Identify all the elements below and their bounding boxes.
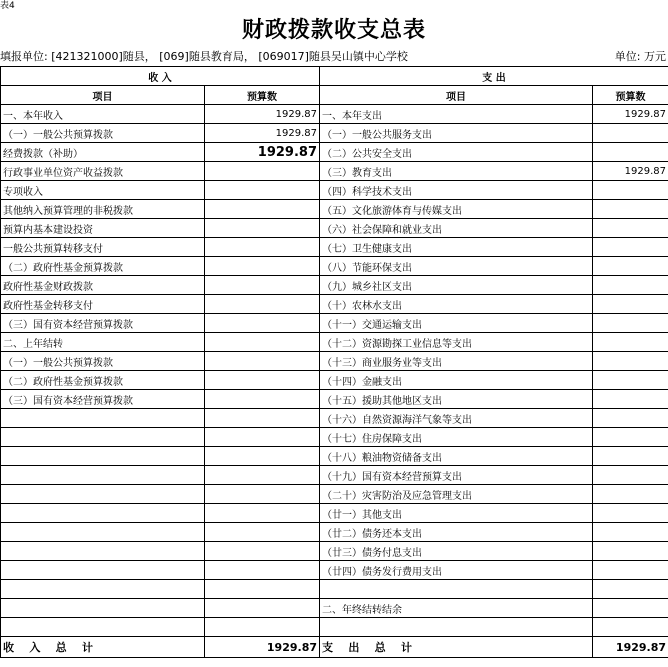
expense-item: 一、本年支出 <box>320 105 593 124</box>
expense-item <box>320 580 593 599</box>
income-value <box>205 447 320 466</box>
income-budget-header: 预算数 <box>205 86 320 105</box>
income-value <box>205 181 320 200</box>
income-item: 政府性基金转移支付 <box>1 295 205 314</box>
expense-value <box>593 428 668 447</box>
currency-unit: 单位: 万元 <box>614 50 666 63</box>
income-value <box>205 580 320 599</box>
expense-value <box>593 352 668 371</box>
income-item <box>1 466 205 485</box>
expense-value <box>593 580 668 599</box>
table-row <box>1 371 668 390</box>
expense-header: 支 出 <box>320 67 668 86</box>
expense-item <box>320 618 593 637</box>
table-row <box>1 618 668 637</box>
table-row <box>1 561 668 580</box>
income-value <box>205 390 320 409</box>
expense-value <box>593 238 668 257</box>
income-item: 一、本年收入 <box>1 105 205 124</box>
table-row <box>1 580 668 599</box>
expense-value <box>593 257 668 276</box>
expense-item: （十三）商业服务业等支出 <box>320 352 593 371</box>
income-item <box>1 561 205 580</box>
income-item <box>1 618 205 637</box>
table-row <box>1 200 668 219</box>
expense-item: （廿二）债务还本支出 <box>320 523 593 542</box>
table-row <box>1 181 668 200</box>
expense-item-header: 项目 <box>320 86 593 105</box>
table-row <box>1 466 668 485</box>
expense-item: （二十）灾害防治及应急管理支出 <box>320 485 593 504</box>
expense-value <box>593 542 668 561</box>
expense-item: （廿一）其他支出 <box>320 504 593 523</box>
table-row <box>1 276 668 295</box>
table-row <box>1 409 668 428</box>
table-row <box>1 238 668 257</box>
expense-value <box>593 523 668 542</box>
expense-value <box>593 409 668 428</box>
income-item: 二、上年结转 <box>1 333 205 352</box>
income-item <box>1 523 205 542</box>
expense-value <box>593 219 668 238</box>
expense-item: （十七）住房保障支出 <box>320 428 593 447</box>
income-value: 1929.87 <box>205 143 320 162</box>
expense-value <box>593 390 668 409</box>
expense-item: （十四）金融支出 <box>320 371 593 390</box>
income-value <box>205 618 320 637</box>
expense-value <box>593 333 668 352</box>
expense-value <box>593 371 668 390</box>
expense-item: （八）节能环保支出 <box>320 257 593 276</box>
table-row <box>1 485 668 504</box>
income-value: 1929.87 <box>205 124 320 143</box>
income-value <box>205 200 320 219</box>
income-value <box>205 485 320 504</box>
income-item: 行政事业单位资产收益拨款 <box>1 162 205 181</box>
income-value <box>205 561 320 580</box>
section-header-row <box>1 67 668 86</box>
column-header-row <box>1 86 668 105</box>
expense-item: 二、年终结转结余 <box>320 599 593 618</box>
expense-value <box>593 295 668 314</box>
income-item: 经费拨款（补助） <box>1 143 205 162</box>
income-value <box>205 352 320 371</box>
income-total-value: 1929.87 <box>205 637 320 658</box>
expense-item: （三）教育支出 <box>320 162 593 181</box>
expense-value <box>593 200 668 219</box>
income-value <box>205 276 320 295</box>
income-value <box>205 523 320 542</box>
income-value <box>205 219 320 238</box>
table-row <box>1 105 668 124</box>
income-value <box>205 504 320 523</box>
table-row <box>1 257 668 276</box>
income-header: 收 入 <box>1 67 320 86</box>
page-title: 财政拨款收支总表 <box>241 17 426 43</box>
expense-total-value: 1929.87 <box>593 637 668 658</box>
sheet-tag: 表4 <box>0 1 15 11</box>
income-item <box>1 542 205 561</box>
expense-item: （二）公共安全支出 <box>320 143 593 162</box>
income-item <box>1 485 205 504</box>
income-item <box>1 447 205 466</box>
expense-value <box>593 143 668 162</box>
expense-value: 1929.87 <box>593 162 668 181</box>
table-row <box>1 314 668 333</box>
income-value <box>205 599 320 618</box>
income-item: （一）一般公共预算拨款 <box>1 352 205 371</box>
reporting-unit: 填报单位: [421321000]随县， [069]随县教育局， [069017]随县吴山镇中心学校 <box>0 50 408 63</box>
income-value <box>205 238 320 257</box>
table-row <box>1 219 668 238</box>
income-item <box>1 409 205 428</box>
income-value <box>205 162 320 181</box>
budget-table <box>0 66 668 658</box>
expense-value <box>593 618 668 637</box>
expense-item: （十八）粮油物资储备支出 <box>320 447 593 466</box>
expense-item: （十六）自然资源海洋气象等支出 <box>320 409 593 428</box>
table-row <box>1 523 668 542</box>
income-value <box>205 428 320 447</box>
income-value <box>205 295 320 314</box>
table-row <box>1 504 668 523</box>
table-row <box>1 143 668 162</box>
expense-value <box>593 485 668 504</box>
table-row <box>1 390 668 409</box>
table-row <box>1 162 668 181</box>
income-value <box>205 314 320 333</box>
income-value <box>205 333 320 352</box>
expense-item: （十五）援助其他地区支出 <box>320 390 593 409</box>
totals-row <box>1 637 668 658</box>
income-item <box>1 599 205 618</box>
expense-value <box>593 276 668 295</box>
expense-item: （十二）资源勘探工业信息等支出 <box>320 333 593 352</box>
income-item-header: 项目 <box>1 86 205 105</box>
expense-value <box>593 466 668 485</box>
expense-total-label: 支 出 总 计 <box>320 637 593 658</box>
table-row <box>1 295 668 314</box>
expense-budget-header: 预算数 <box>593 86 668 105</box>
expense-item: （十九）国有资本经营预算支出 <box>320 466 593 485</box>
expense-item: （廿三）债务付息支出 <box>320 542 593 561</box>
income-item <box>1 428 205 447</box>
expense-item: （一）一般公共服务支出 <box>320 124 593 143</box>
expense-item: （廿四）债务发行费用支出 <box>320 561 593 580</box>
income-value: 1929.87 <box>205 105 320 124</box>
table-row <box>1 124 668 143</box>
income-item: （一）一般公共预算拨款 <box>1 124 205 143</box>
income-value <box>205 466 320 485</box>
expense-value <box>593 124 668 143</box>
income-item: （三）国有资本经营预算拨款 <box>1 314 205 333</box>
income-item <box>1 580 205 599</box>
income-value <box>205 542 320 561</box>
table-row <box>1 447 668 466</box>
expense-value <box>593 314 668 333</box>
income-item: （二）政府性基金预算拨款 <box>1 257 205 276</box>
expense-value <box>593 447 668 466</box>
expense-value <box>593 561 668 580</box>
income-value <box>205 409 320 428</box>
income-item: 政府性基金财政拨款 <box>1 276 205 295</box>
income-item: （三）国有资本经营预算拨款 <box>1 390 205 409</box>
expense-item: （六）社会保障和就业支出 <box>320 219 593 238</box>
income-value <box>205 257 320 276</box>
table-row <box>1 428 668 447</box>
expense-item: （七）卫生健康支出 <box>320 238 593 257</box>
income-item: 其他纳入预算管理的非税拨款 <box>1 200 205 219</box>
income-total-label: 收 入 总 计 <box>1 637 205 658</box>
income-item: 预算内基本建设投资 <box>1 219 205 238</box>
expense-item: （九）城乡社区支出 <box>320 276 593 295</box>
expense-value <box>593 504 668 523</box>
income-item <box>1 504 205 523</box>
table-row <box>1 542 668 561</box>
table-row <box>1 333 668 352</box>
expense-item: （五）文化旅游体育与传媒支出 <box>320 200 593 219</box>
income-item: （二）政府性基金预算拨款 <box>1 371 205 390</box>
income-item: 一般公共预算转移支付 <box>1 238 205 257</box>
expense-value: 1929.87 <box>593 105 668 124</box>
income-value <box>205 371 320 390</box>
table-row <box>1 599 668 618</box>
income-item: 专项收入 <box>1 181 205 200</box>
expense-value <box>593 599 668 618</box>
expense-item: （四）科学技术支出 <box>320 181 593 200</box>
table-row <box>1 352 668 371</box>
expense-item: （十一）交通运输支出 <box>320 314 593 333</box>
expense-item: （十）农林水支出 <box>320 295 593 314</box>
expense-value <box>593 181 668 200</box>
